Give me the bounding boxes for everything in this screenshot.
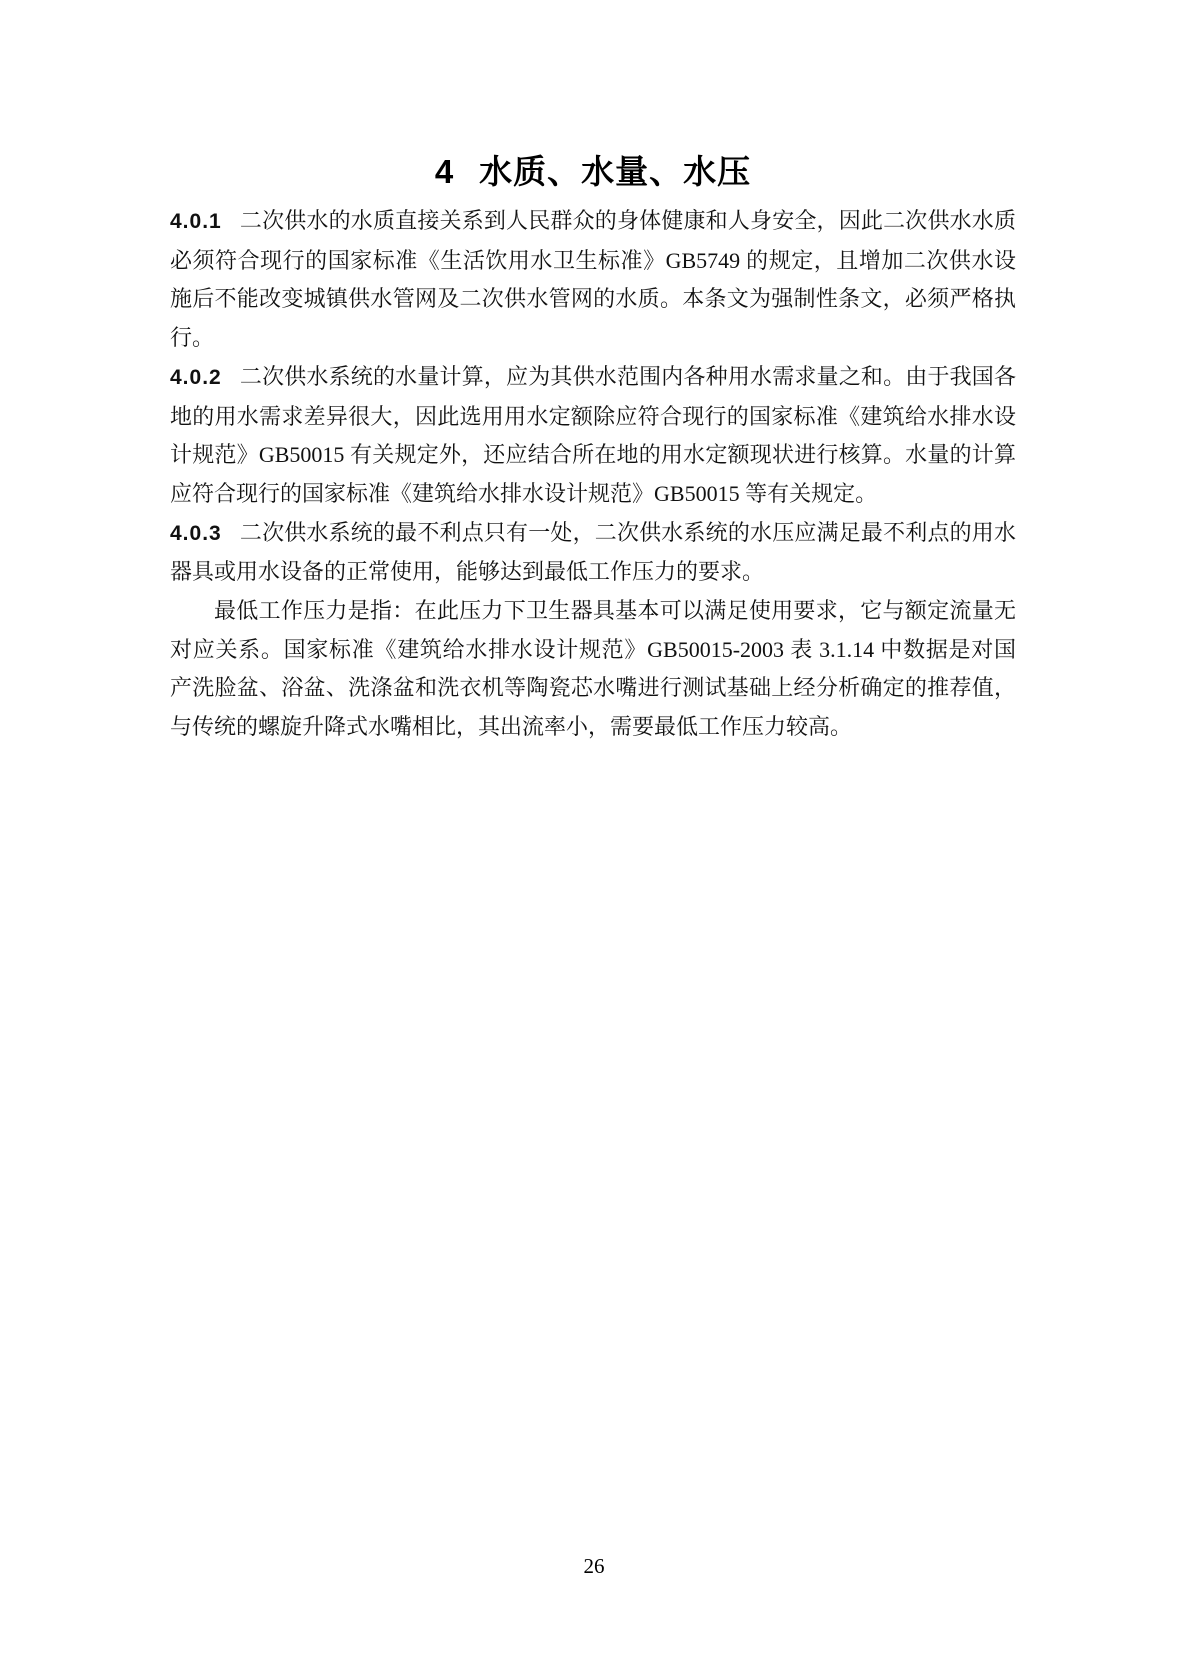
clause-number: 4.0.2	[170, 365, 222, 389]
clause-number: 4.0.1	[170, 210, 222, 233]
clause-text: 二次供水系统的最不利点只有一处，二次供水系统的水压应满足最不利点的用水器具或用水设备的正常使用，能够达到最低工作压力的要求。	[170, 519, 1016, 585]
clause-number: 4.0.3	[170, 521, 222, 545]
clause-4-0-3	[170, 514, 1016, 592]
clause-4-0-2	[170, 358, 1016, 514]
chapter-title-text: 水质、水量、水压	[479, 153, 752, 190]
clause-text: 二次供水的水质直接关系到人民群众的身体健康和人身安全，因此二次供水水质必须符合现行的国家标准《生活饮用水卫生标准》GB5749 的规定，且增加二次供水设施后不能改变城镇供水管网及二次供水管网的水质。本条文为强制性条文，必须严格执行。	[170, 208, 1016, 351]
clause-4-0-1	[170, 202, 1016, 358]
clause-text: 二次供水系统的水量计算，应为其供水范围内各种用水需求量之和。由于我国各地的用水需求差异很大，因此选用用水定额除应符合现行的国家标准《建筑给水排水设计规范》GB50015 有关规定外，还应结合所在地的用水定额现状进行核算。水量的计算应符合现行的国家标准《建筑给水排水设计规范》GB50015 等有关规定。	[170, 363, 1016, 506]
page-content	[170, 0, 1016, 747]
page-number: 26	[583, 1554, 605, 1578]
chapter-number: 4	[434, 153, 454, 190]
page-title	[170, 152, 1016, 192]
commentary-paragraph: 最低工作压力是指：在此压力下卫生器具基本可以满足使用要求，它与额定流量无对应关系。国家标准《建筑给水排水设计规范》GB50015-2003 表 3.1.14 中数据是对国产洗脸盆、浴盆、洗涤盆和洗衣机等陶瓷芯水嘴进行测试基础上经分析确定的推荐值，与传统的螺旋升降式水嘴相比，其出流率小，需要最低工作压力较高。	[170, 598, 1016, 740]
